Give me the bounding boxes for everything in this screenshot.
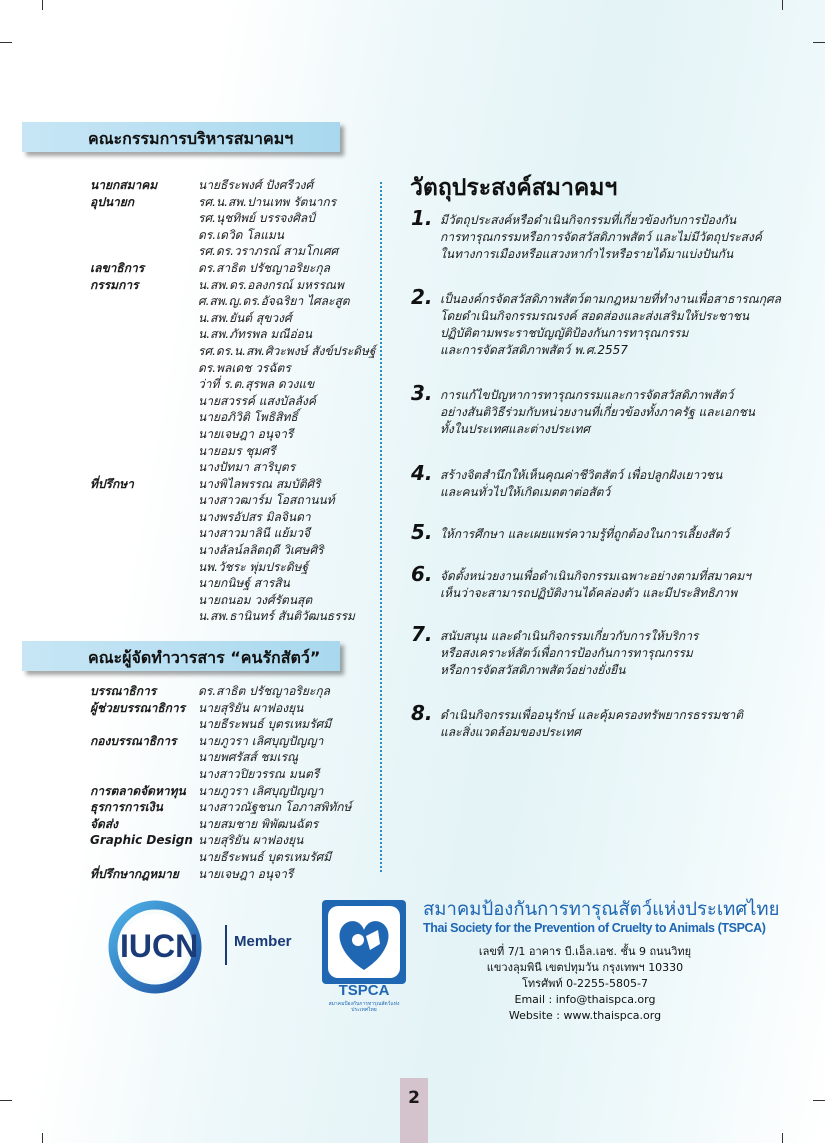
member-name: นางสาวณัฐชนก โอภาสพิทักษ์ bbox=[198, 800, 352, 815]
objective-number: 2. bbox=[411, 285, 433, 309]
objective-number: 3. bbox=[411, 381, 433, 405]
member-name: นายสุริยัน ผาฟองยุน bbox=[198, 700, 304, 715]
member-name: นางสาวมาลินี แย้มวจี bbox=[198, 526, 311, 541]
member-row bbox=[90, 194, 380, 211]
member-role: จัดส่ง bbox=[90, 816, 119, 831]
member-row bbox=[90, 716, 380, 733]
objective-text bbox=[440, 291, 781, 359]
member-row bbox=[90, 376, 380, 393]
iucn-logo-text: IUCN bbox=[120, 928, 199, 964]
member-row bbox=[90, 459, 380, 476]
objective-line: อย่างสันติวิธีร่วมกับหน่วยงานที่เกี่ยวข้องทั้งภาครัฐ และเอกชน bbox=[440, 405, 755, 419]
member-row bbox=[90, 243, 380, 260]
crop-mark bbox=[42, 0, 43, 10]
tspca-emblem bbox=[322, 900, 406, 984]
member-role: ธุรการการเงิน bbox=[90, 800, 163, 815]
objective-line: สร้างจิตสำนึกให้เห็นคุณค่าชีวิตสัตว์ เพื่อปลูกฝังเยาวชน bbox=[440, 468, 723, 482]
member-name: นายอมร ชุมศรี bbox=[198, 443, 276, 458]
objective-text bbox=[440, 387, 755, 438]
member-row bbox=[90, 608, 380, 625]
member-name: นายถนอม วงศ์รัตนสุต bbox=[198, 592, 313, 607]
member-row bbox=[90, 210, 380, 227]
member-name: นายสมชาย พิพัฒนฉัตร bbox=[198, 816, 319, 831]
crop-mark bbox=[0, 1100, 12, 1101]
editorial-heading: คณะผู้จัดทำวารสาร “คนรักสัตว์” bbox=[88, 648, 321, 667]
member-role: เลขาธิการ bbox=[90, 260, 145, 275]
member-name: นายภูวรา เลิศบุญปัญญา bbox=[198, 733, 324, 748]
member-row bbox=[90, 733, 380, 750]
org-address bbox=[440, 944, 730, 1024]
crop-mark bbox=[813, 42, 825, 43]
member-role: อุปนายก bbox=[90, 194, 135, 209]
crop-mark bbox=[42, 1133, 43, 1143]
objective-line: ปฏิบัติตามพระราชบัญญัติป้องกันการทารุณกรรม bbox=[440, 326, 689, 340]
objective-line: หรือสงเคราะห์สัตว์เพื่อการป้องกันการทารุณกรรม bbox=[440, 646, 693, 660]
objective-line: การแก้ไขปัญหาการทารุณกรรมและการจัดสวัสดิภาพสัตว์ bbox=[440, 388, 734, 402]
crop-mark bbox=[782, 0, 783, 10]
objectives-heading: วัตถุประสงค์สมาคมฯ bbox=[410, 175, 618, 201]
org-name-en: Thai Society for the Prevention of Cruelty to Animals (TSPCA) bbox=[423, 921, 766, 935]
member-name: ดร.พลเดช วรฉัตร bbox=[198, 360, 291, 375]
objective-line: สนับสนุน และดำเนินกิจกรรมเกี่ยวกับการให้บริการ bbox=[440, 629, 699, 643]
objective-line: หรือการจัดสวัสดิภาพสัตว์อย่างยั่งยืน bbox=[440, 663, 626, 677]
objective-text bbox=[440, 212, 762, 263]
member-name: รศ.นุชทิพย์ บรรจงศิลป์ bbox=[198, 211, 315, 226]
member-row bbox=[90, 575, 380, 592]
member-row bbox=[90, 816, 380, 833]
member-name: นายอภิวิติ โพธิสิทธิ์ bbox=[198, 410, 298, 425]
member-role: กองบรรณาธิการ bbox=[90, 733, 177, 748]
objective-line: มีวัตถุประสงค์หรือดำเนินกิจกรรมที่เกี่ยวข้องกับการป้องกัน bbox=[440, 213, 737, 227]
objective-number: 4. bbox=[411, 461, 433, 485]
member-role: การตลาดจัดหาทุน bbox=[90, 783, 186, 798]
org-address-line1: เลขที่ 7/1 อาคาร บี.เอ็ล.เอช. ชั้น 9 ถนนวิทยุ bbox=[478, 945, 692, 958]
member-row bbox=[90, 700, 380, 717]
objective-line: ในทางการเมืองหรือแสวงหากำไรหรือรายได้มาแบ่งปันกัน bbox=[440, 247, 734, 261]
org-website: Website : www.thaispca.org bbox=[508, 1009, 662, 1022]
member-name: นางปัทมา สาริบุตร bbox=[198, 460, 296, 475]
iucn-member-label: Member bbox=[234, 933, 292, 950]
member-row bbox=[90, 293, 380, 310]
member-name: นางพิไลพรรณ สมบัติศิริ bbox=[198, 476, 321, 491]
editorial-heading-banner bbox=[22, 641, 340, 671]
tspca-logo bbox=[322, 900, 406, 1015]
objective-line: ทั้งในประเทศและต่างประเทศ bbox=[440, 422, 591, 436]
objective-line: และคนทั่วไปให้เกิดเมตตาต่อสัตว์ bbox=[440, 485, 611, 499]
member-role: ที่ปรึกษา bbox=[90, 476, 134, 491]
member-name: น.สพ.ยันต์ สุขวงศ์ bbox=[198, 310, 292, 325]
board-list bbox=[90, 177, 380, 625]
heart-animals-icon bbox=[322, 900, 406, 984]
member-name: รศ.ดร.วราภรณ์ สามโกเศศ bbox=[198, 244, 339, 259]
objective-line: และสิ่งแวดล้อมของประเทศ bbox=[440, 725, 581, 739]
member-name: น.สพ.ธานินทร์ สันติวัฒนธรรม bbox=[198, 609, 355, 624]
member-role: นายกสมาคม bbox=[90, 178, 158, 192]
member-name: นพ.วัชระ พุ่มประดิษฐ์ bbox=[198, 559, 309, 574]
objective-number: 1. bbox=[411, 206, 433, 230]
member-row bbox=[90, 509, 380, 526]
member-row bbox=[90, 177, 380, 194]
board-heading: คณะกรรมการบริหารสมาคมฯ bbox=[88, 129, 294, 148]
member-name: นายสุริยัน ผาฟองยุน bbox=[198, 833, 304, 848]
member-name: ว่าที่ ร.ต.สุรพล ดวงแข bbox=[198, 377, 315, 392]
member-name: ศ.สพ.ญ.ดร.อัจฉริยา ไศละสูต bbox=[198, 294, 350, 309]
member-row bbox=[90, 343, 380, 360]
org-address-line2: แขวงลุมพินี เขตปทุมวัน กรุงเทพฯ 10330 bbox=[486, 961, 684, 974]
member-name: รศ.น.สพ.ปานเทพ รัตนากร bbox=[198, 194, 337, 209]
member-name: น.สพ.ภัทรพล มณีอ่อน bbox=[198, 327, 313, 342]
member-row bbox=[90, 310, 380, 327]
member-row bbox=[90, 443, 380, 460]
objective-line: และการจัดสวัสดิภาพสัตว์ พ.ศ.2557 bbox=[440, 343, 628, 357]
member-row bbox=[90, 683, 380, 700]
tspca-logo-text: TSPCA bbox=[338, 982, 390, 999]
board-heading-banner bbox=[22, 122, 340, 152]
objective-number: 8. bbox=[411, 701, 433, 725]
objective-text bbox=[440, 707, 743, 741]
member-name: ดร.เดวิด โลแมน bbox=[198, 227, 284, 242]
objective-line: โดยดำเนินกิจกรรมรณรงค์ สอดส่องและส่งเสริมให้ประชาชน bbox=[440, 309, 750, 323]
editorial-list bbox=[90, 683, 380, 882]
member-row bbox=[90, 227, 380, 244]
member-row bbox=[90, 592, 380, 609]
member-name: นางสาวฒาร์ม โอสถานนท์ bbox=[198, 493, 335, 508]
member-row bbox=[90, 832, 380, 849]
member-name: นายภูวรา เลิศบุญปัญญา bbox=[198, 783, 324, 798]
member-role: บรรณาธิการ bbox=[90, 684, 157, 698]
org-email: Email : info@thaispca.org bbox=[514, 993, 656, 1006]
member-row bbox=[90, 749, 380, 766]
objective-number: 7. bbox=[411, 622, 433, 646]
objective-text bbox=[440, 568, 751, 602]
member-name: นางพรอัปสร มิลจินดา bbox=[198, 509, 311, 524]
member-row bbox=[90, 360, 380, 377]
member-row bbox=[90, 476, 380, 493]
iucn-logo bbox=[108, 900, 203, 995]
crop-mark bbox=[813, 1100, 825, 1101]
member-row bbox=[90, 260, 380, 277]
objective-line: ให้การศึกษา และเผยแพร่ความรู้ที่ถูกต้องในการเลี้ยงสัตว์ bbox=[440, 527, 730, 541]
objective-number: 5. bbox=[411, 520, 433, 544]
objective-line: เห็นว่าจะสามารถปฏิบัติงานได้คล่องตัว และมีประสิทธิภาพ bbox=[440, 586, 738, 600]
member-name: นายพศรัสส์ ชมเรณู bbox=[198, 750, 299, 765]
member-row bbox=[90, 866, 380, 883]
member-row bbox=[90, 409, 380, 426]
member-row bbox=[90, 799, 380, 816]
objective-line: เป็นองค์กรจัดสวัสดิภาพสัตว์ตามกฎหมายที่ทำงานเพื่อสาธารณกุศล bbox=[440, 292, 782, 306]
tspca-logo-caption: สมาคมป้องกันการทารุณสัตว์แห่งประเทศไทย bbox=[328, 1001, 400, 1013]
member-row bbox=[90, 277, 380, 294]
member-row bbox=[90, 849, 380, 866]
member-name: นายสวรรค์ แสงบัลลังค์ bbox=[198, 393, 316, 408]
crop-mark bbox=[0, 42, 12, 43]
member-name: รศ.ดร.น.สพ.ศิวะพงษ์ สังข์ประดิษฐ์ bbox=[198, 343, 376, 358]
org-phone: โทรศัพท์ 0-2255-5805-7 bbox=[522, 977, 648, 990]
member-role: ที่ปรึกษากฎหมาย bbox=[90, 866, 179, 881]
member-row bbox=[90, 542, 380, 559]
member-name: ดร.สาธิต ปรัชญาอริยะกุล bbox=[198, 260, 330, 275]
member-name: นายธีระพนธ์ บุตรเหมรัศมี bbox=[198, 849, 332, 864]
member-name: นายกนิษฐ์ สารสิน bbox=[198, 576, 290, 591]
page-number: 2 bbox=[400, 1078, 428, 1143]
member-role: Graphic Design bbox=[90, 833, 193, 848]
objective-text bbox=[440, 467, 722, 501]
column-divider bbox=[380, 182, 382, 872]
crop-mark bbox=[782, 1133, 783, 1143]
member-row bbox=[90, 783, 380, 800]
objective-line: จัดตั้งหน่วยงานเพื่อดำเนินกิจกรรมเฉพาะอย่างตามที่สมาคมฯ bbox=[440, 569, 751, 583]
member-name: ดร.สาธิต ปรัชญาอริยะกุล bbox=[198, 684, 330, 698]
objective-text bbox=[440, 628, 698, 679]
member-row bbox=[90, 766, 380, 783]
member-row bbox=[90, 393, 380, 410]
member-role: ผู้ช่วยบรรณาธิการ bbox=[90, 700, 186, 715]
member-name: นายเจษฎา อนุจารี bbox=[198, 866, 294, 881]
objective-number: 6. bbox=[411, 562, 433, 586]
member-name: นางสาวปิยวรรณ มนตรี bbox=[198, 766, 320, 781]
member-row bbox=[90, 525, 380, 542]
member-row bbox=[90, 326, 380, 343]
objective-line: ดำเนินกิจกรรมเพื่ออนุรักษ์ และคุ้มครองทรัพยากรธรรมชาติ bbox=[440, 708, 744, 722]
objective-line: การทารุณกรรมหรือการจัดสวัสดิภาพสัตว์ และไม่มีวัตถุประสงค์ bbox=[440, 230, 762, 244]
member-row bbox=[90, 492, 380, 509]
member-name: นายธีระพงศ์ ปังศรีวงศ์ bbox=[198, 178, 314, 192]
objective-text bbox=[440, 526, 729, 543]
org-name-th: สมาคมป้องกันการทารุณสัตว์แห่งประเทศไทย bbox=[423, 899, 780, 920]
member-name: นายเจษฎา อนุจารี bbox=[198, 426, 294, 441]
member-role: กรรมการ bbox=[90, 277, 139, 292]
member-name: นางลัลน์ลลิตฤดี วิเศษศิริ bbox=[198, 543, 324, 558]
member-name: น.สพ.ดร.อลงกรณ์ มหรรณพ bbox=[198, 277, 344, 292]
member-name: นายธีระพนธ์ บุตรเหมรัศมี bbox=[198, 717, 332, 732]
member-row bbox=[90, 559, 380, 576]
member-row bbox=[90, 426, 380, 443]
iucn-divider bbox=[225, 925, 227, 965]
